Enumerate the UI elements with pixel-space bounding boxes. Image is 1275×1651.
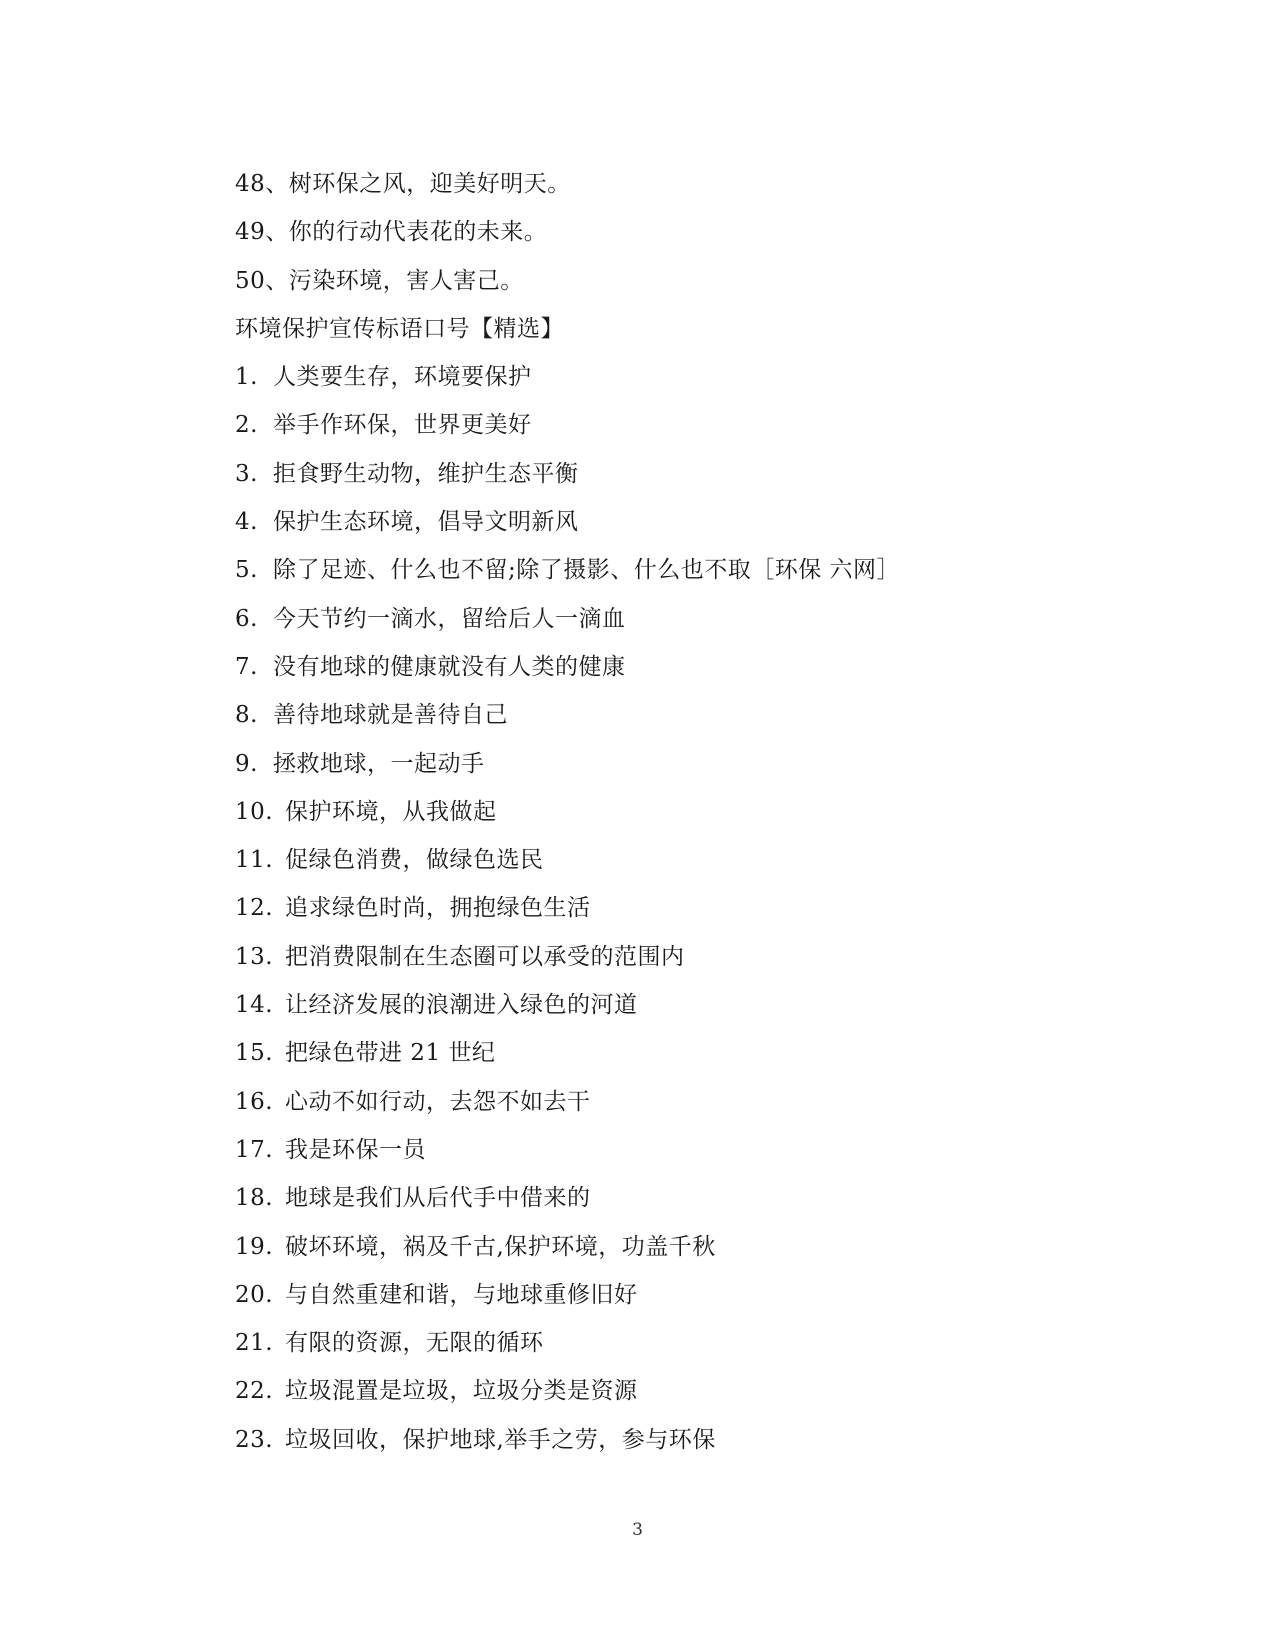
list-item	[235, 981, 1055, 1029]
list-item-text: 拒食野生动物，维护生态平衡	[273, 460, 579, 487]
list-item-text: 把绿色带进 21 世纪	[285, 1040, 496, 1067]
list-item-number: 4.	[235, 509, 258, 536]
list-item-text: 没有地球的健康就没有人类的健康	[273, 653, 626, 680]
continued-item-50: 50、污染环境，害人害己。	[235, 267, 524, 294]
list-item-text: 除了足迹、什么也不留;除了摄影、什么也不取［环保 六网］	[273, 557, 901, 584]
list-item-number: 22.	[235, 1378, 274, 1405]
list-item-number: 10.	[235, 798, 274, 825]
list-item	[235, 546, 1055, 594]
list-item	[235, 1029, 1055, 1077]
list-item-text: 地球是我们从后代手中借来的	[285, 1185, 591, 1212]
list-item-text: 促绿色消费，做绿色选民	[285, 847, 544, 874]
list-item-text: 追求绿色时尚，拥抱绿色生活	[285, 895, 591, 922]
list-item-number: 12.	[235, 895, 274, 922]
list-item-text: 把消费限制在生态圈可以承受的范围内	[285, 943, 685, 970]
slogan-list	[235, 353, 1055, 1464]
list-item	[235, 933, 1055, 981]
list-item-number: 5.	[235, 557, 258, 584]
list-item-number: 15.	[235, 1040, 274, 1067]
list-item-number: 3.	[235, 460, 258, 487]
list-item	[235, 1319, 1055, 1367]
list-item-text: 举手作环保，世界更美好	[273, 412, 532, 439]
list-item	[235, 740, 1055, 788]
list-item	[235, 1271, 1055, 1319]
list-item-text: 人类要生存，环境要保护	[273, 364, 532, 391]
list-item	[235, 1223, 1055, 1271]
list-item-number: 17.	[235, 1136, 274, 1163]
list-item-number: 23.	[235, 1426, 274, 1453]
list-item	[235, 498, 1055, 546]
list-item-text: 保护环境，从我做起	[285, 798, 497, 825]
continued-item-49: 49、你的行动代表花的未来。	[235, 219, 548, 246]
list-item-text: 保护生态环境，倡导文明新风	[273, 509, 579, 536]
list-item-text: 今天节约一滴水，留给后人一滴血	[273, 605, 626, 632]
section-title: 环境保护宣传标语口号【精选】	[235, 315, 564, 342]
list-item-number: 11.	[235, 847, 274, 874]
list-item-text: 垃圾回收，保护地球,举手之劳，参与环保	[285, 1426, 716, 1453]
list-item-number: 1.	[235, 364, 258, 391]
list-item-text: 拯救地球，一起动手	[273, 750, 485, 777]
list-item	[235, 1078, 1055, 1126]
list-item-number: 8.	[235, 702, 258, 729]
list-item-number: 13.	[235, 943, 274, 970]
list-item-number: 6.	[235, 605, 258, 632]
document-body	[235, 160, 1055, 1464]
list-item-number: 7.	[235, 653, 258, 680]
list-item-number: 21.	[235, 1330, 274, 1357]
list-item	[235, 1126, 1055, 1174]
list-item	[235, 691, 1055, 739]
list-item	[235, 643, 1055, 691]
list-item-number: 18.	[235, 1185, 274, 1212]
list-item-number: 19.	[235, 1233, 274, 1260]
continued-item-48: 48、树环保之风，迎美好明天。	[235, 171, 571, 197]
list-item	[235, 884, 1055, 932]
list-item-text: 垃圾混置是垃圾，垃圾分类是资源	[285, 1378, 638, 1405]
list-item-text: 破坏环境，祸及千古,保护环境，功盖千秋	[285, 1233, 716, 1260]
list-item-text: 我是环保一员	[285, 1136, 426, 1163]
list-item-text: 有限的资源，无限的循环	[285, 1330, 544, 1357]
list-item	[235, 836, 1055, 884]
list-item-number: 16.	[235, 1088, 274, 1115]
list-item-number: 9.	[235, 750, 258, 777]
list-item	[235, 1367, 1055, 1415]
list-item-number: 20.	[235, 1281, 274, 1308]
list-item	[235, 595, 1055, 643]
list-item	[235, 1416, 1055, 1464]
list-item	[235, 450, 1055, 498]
list-item	[235, 788, 1055, 836]
list-item	[235, 1174, 1055, 1222]
list-item-number: 2.	[235, 412, 258, 439]
list-item-text: 善待地球就是善待自己	[273, 702, 508, 729]
list-item	[235, 353, 1055, 401]
page-number: 3	[632, 1520, 643, 1540]
list-item-number: 14.	[235, 992, 274, 1019]
list-item-text: 心动不如行动，去怨不如去干	[285, 1088, 591, 1115]
list-item	[235, 401, 1055, 449]
list-item-text: 让经济发展的浪潮进入绿色的河道	[285, 992, 638, 1019]
list-item-text: 与自然重建和谐，与地球重修旧好	[285, 1281, 638, 1308]
